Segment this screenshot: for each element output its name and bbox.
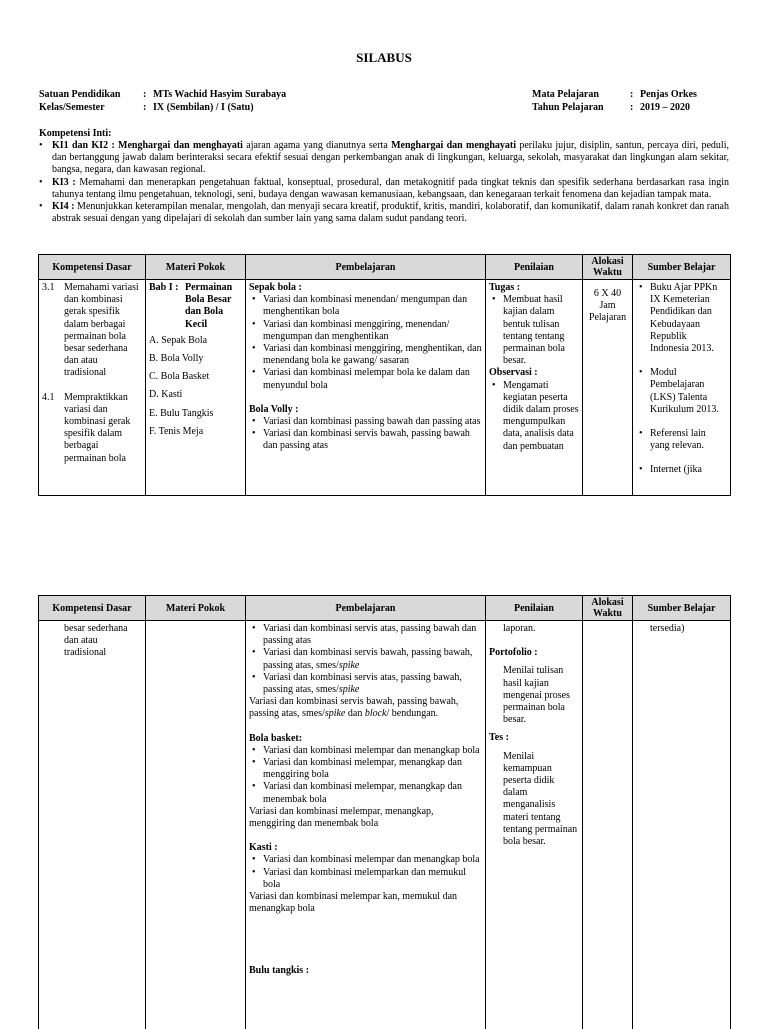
silabus-table-1 xyxy=(38,254,731,496)
col-materi-pokok: Materi Pokok xyxy=(146,255,246,280)
list-item: • Modul Pembelajaran (LKS) Talenta Kurikulum 2013. xyxy=(636,367,727,416)
alokasi-cell xyxy=(583,280,633,496)
meta-value: MTs Wachid Hasyim Surabaya xyxy=(153,89,286,102)
list-item: • Mengamati kegiatan peserta didik dalam proses mengumpulkan data, analisis data dan pembuatan xyxy=(489,380,579,453)
paragraph xyxy=(249,696,482,720)
materi-item: B. Bola Volly xyxy=(149,353,242,365)
list-item xyxy=(249,672,482,696)
section-heading: Bola basket: xyxy=(249,733,482,745)
ki-item xyxy=(39,177,729,201)
document-title: SILABUS xyxy=(0,52,768,64)
kd-number: 3.1 xyxy=(42,282,55,294)
ki-lead: KI4 : xyxy=(52,201,77,212)
meta-colon: : xyxy=(630,102,640,115)
bullet-list xyxy=(249,623,482,696)
kd-item xyxy=(42,392,142,465)
ki-lead: KI1 dan KI2 : xyxy=(52,140,118,151)
bullet-list xyxy=(249,745,482,806)
paragraph-text: Variasi dan kombinasi servis bawah, passing bawah, passing atas, smes/ xyxy=(249,696,458,719)
alokasi-value: 6 X 40 Jam Pelajaran xyxy=(586,282,629,493)
list-item-text: Variasi dan kombinasi servis atas, passing bawah, passing atas, smes/ xyxy=(263,672,462,695)
section-heading: Kasti : xyxy=(249,842,482,854)
list-item-italic: spike xyxy=(339,660,360,671)
sumber-cell xyxy=(633,280,731,496)
paragraph: Variasi dan kombinasi melempar, menangkap, menggiring dan menembak bola xyxy=(249,806,482,830)
materi-item: D. Kasti xyxy=(149,389,242,401)
penilaian-text: Menilai kemampuan peserta didik dalam menganalisis materi tentang tentang permainan bola besar. xyxy=(489,751,579,849)
materi-item: A. Sepak Bola xyxy=(149,335,242,347)
list-item: • Buku Ajar PPKn IX Kemeterian Pendidikan dan Kebudayaan Republik Indonesia 2013. xyxy=(636,282,727,355)
materi-list xyxy=(149,335,242,438)
bullet-icon: • xyxy=(39,140,43,152)
meta-key: Satuan Pendidikan xyxy=(39,89,143,102)
materi-cell xyxy=(146,621,246,1029)
meta-value: IX (Sembilan) / I (Satu) xyxy=(153,102,286,115)
bab-title: Permainan Bola Besar dan Bola Kecil xyxy=(185,282,232,330)
bullet-list xyxy=(249,854,482,891)
kd-item xyxy=(42,282,142,380)
section-heading: Sepak bola : xyxy=(249,282,482,294)
bullet-list xyxy=(249,416,482,453)
col-pembelajaran: Pembelajaran xyxy=(246,255,486,280)
ki-lead: KI3 : xyxy=(52,177,79,188)
materi-item: F. Tenis Meja xyxy=(149,426,242,438)
col-penilaian: Penilaian xyxy=(486,255,583,280)
col-penilaian: Penilaian xyxy=(486,596,583,621)
penilaian-cell xyxy=(486,621,583,1029)
penilaian-cell xyxy=(486,280,583,496)
penilaian-text: Menilai tulisan hasil kajian mengenai proses permainan bola besar. xyxy=(489,665,579,726)
materi-bab xyxy=(149,282,242,331)
penilaian-text: laporan. xyxy=(489,623,579,635)
paragraph: Variasi dan kombinasi melempar kan, memukul dan menangkap bola xyxy=(249,891,482,915)
list-item: • Variasi dan kombinasi melempar bola ke dalam dan menyundul bola xyxy=(249,367,482,391)
section-heading: Portofolio : xyxy=(489,647,579,659)
list-item: • Variasi dan kombinasi melemparkan dan memukul bola xyxy=(249,867,482,891)
bullet-list xyxy=(489,294,579,367)
table-row xyxy=(39,280,731,496)
kd-text: Memahami variasi dan kombinasi gerak spesifik dalam berbagai permainan bola besar sederhana dan atau tradisional xyxy=(64,282,139,378)
ki-emphasis: Menghargai dan menghayati xyxy=(391,140,516,151)
paragraph-text: / bendungan. xyxy=(386,708,438,719)
table-header-row xyxy=(39,596,731,621)
col-materi-pokok: Materi Pokok xyxy=(146,596,246,621)
table-row xyxy=(39,621,731,1029)
bullet-list xyxy=(249,294,482,392)
ki-text: Menunjukkan keterampilan menalar, mengolah, dan menyaji secara kreatif, produktif, kritis, mandiri, kolaboratif, dan komunikatif, dalam ranah konkret dan ranah abstrak sesuai dengan yang dipelajari di sekolah dan sumber lain yang sama dalam sudut pandang teori. xyxy=(52,201,729,224)
alokasi-cell xyxy=(583,621,633,1029)
meta-value: Penjas Orkes xyxy=(640,89,697,102)
materi-cell xyxy=(146,280,246,496)
kd-number: 4.1 xyxy=(42,392,55,404)
list-item: • Variasi dan kombinasi melempar, menangkap dan menembak bola xyxy=(249,781,482,805)
list-item-italic: spike xyxy=(339,684,360,695)
section-heading: Tugas : xyxy=(489,282,579,294)
materi-item: C. Bola Basket xyxy=(149,371,242,383)
col-alokasi-waktu: Alokasi Waktu xyxy=(583,596,633,621)
meta-colon: : xyxy=(630,89,640,102)
col-pembelajaran: Pembelajaran xyxy=(246,596,486,621)
pembelajaran-cell xyxy=(246,280,486,496)
meta-key: Mata Pelajaran xyxy=(532,89,630,102)
col-sumber-belajar: Sumber Belajar xyxy=(633,255,731,280)
bullet-list xyxy=(636,282,727,477)
silabus-table-2 xyxy=(38,595,731,1029)
paragraph-italic: spike xyxy=(325,708,346,719)
ki-text: perilaku jujur, disiplin, santun, percaya diri, peduli, dan bertanggung jawab dalam berinteraksi secara efektif sesuai dengan perkembangan anak di lingkungan, keluarga, sekolah, masyarakat dan lingkungan alam sekitar, bangsa, negara, dan kawasan regional. xyxy=(52,140,729,175)
list-item: • Variasi dan kombinasi servis bawah, passing bawah dan passing atas xyxy=(249,428,482,452)
ki-list xyxy=(39,140,729,225)
sumber-cell xyxy=(633,621,731,1029)
list-item: • Variasi dan kombinasi menendan/ mengumpan dan menghentikan bola xyxy=(249,294,482,318)
ki-emphasis: Menghargai dan menghayati xyxy=(118,140,243,151)
paragraph-italic: block xyxy=(365,708,387,719)
meta-colon: : xyxy=(143,89,153,102)
kd-cell xyxy=(39,621,146,1029)
list-item-text: Variasi dan kombinasi servis bawah, passing bawah, passing atas, smes/ xyxy=(263,647,472,670)
materi-item: E. Bulu Tangkis xyxy=(149,408,242,420)
col-alokasi-waktu: Alokasi Waktu xyxy=(583,255,633,280)
ki-text: ajaran agama yang dianutnya serta xyxy=(243,140,391,151)
list-item: • Variasi dan kombinasi melempar, menangkap dan menggiring bola xyxy=(249,757,482,781)
kd-cell xyxy=(39,280,146,496)
pembelajaran-cell xyxy=(246,621,486,1029)
section-heading: Bulu tangkis : xyxy=(249,965,482,977)
table-header-row xyxy=(39,255,731,280)
col-kompetensi-dasar: Kompetensi Dasar xyxy=(39,596,146,621)
ki-item xyxy=(39,201,729,225)
header-left xyxy=(39,89,286,114)
section-heading: Bola Volly : xyxy=(249,404,482,416)
list-item: • Variasi dan kombinasi melempar dan menangkap bola xyxy=(249,745,482,757)
section-heading: Tes : xyxy=(489,732,579,744)
bullet-icon: • xyxy=(39,201,43,213)
list-item: • Variasi dan kombinasi passing bawah dan passing atas xyxy=(249,416,482,428)
ki-heading: Kompetensi Inti: xyxy=(39,128,112,140)
list-item: • Variasi dan kombinasi melempar dan menangkap bola xyxy=(249,854,482,866)
col-kompetensi-dasar: Kompetensi Dasar xyxy=(39,255,146,280)
list-item: • Variasi dan kombinasi menggiring, menendan/ mengumpan dan menghentikan xyxy=(249,319,482,343)
meta-colon: : xyxy=(143,102,153,115)
meta-value: 2019 – 2020 xyxy=(640,102,697,115)
list-item: • Variasi dan kombinasi menggiring, menghentikan, dan menendang bola ke gawang/ sasaran xyxy=(249,343,482,367)
bullet-list xyxy=(489,380,579,453)
header-right xyxy=(532,89,697,114)
meta-key: Tahun Pelajaran xyxy=(532,102,630,115)
ki-item xyxy=(39,140,729,177)
section-heading: Observasi : xyxy=(489,367,579,379)
ki-text: Memahami dan menerapkan pengetahuan faktual, konseptual, prosedural, dan metakognitif pada tingkat teknis dan spesifik sederhana berdasarkan rasa ingin tahunya tentang ilmu pengetahuan, teknologi, seni, budaya dengan wawasan kemanusiaan, kebangsaan, dan kenegaraan terkait fenomena dan kejadian tampak mata. xyxy=(52,177,729,200)
bullet-icon: • xyxy=(39,177,43,189)
list-item: • Variasi dan kombinasi servis atas, passing bawah dan passing atas xyxy=(249,623,482,647)
bab-label: Bab I : xyxy=(149,282,178,294)
list-item: • Membuat hasil kajian dalam bentuk tulisan tentang tentang permainan bola besar. xyxy=(489,294,579,367)
list-item: • Referensi lain yang relevan. xyxy=(636,428,727,452)
meta-key: Kelas/Semester xyxy=(39,102,143,115)
kd-text: besar sederhana dan atau tradisional xyxy=(42,623,142,1027)
kd-text: Mempraktikkan variasi dan kombinasi gerak spesifik dalam berbagai permainan bola xyxy=(64,392,130,464)
list-item xyxy=(249,647,482,671)
list-item: • Internet (jika xyxy=(636,464,727,476)
paragraph-text: dan xyxy=(345,708,364,719)
sumber-text: tersedia) xyxy=(636,623,727,1027)
col-sumber-belajar: Sumber Belajar xyxy=(633,596,731,621)
